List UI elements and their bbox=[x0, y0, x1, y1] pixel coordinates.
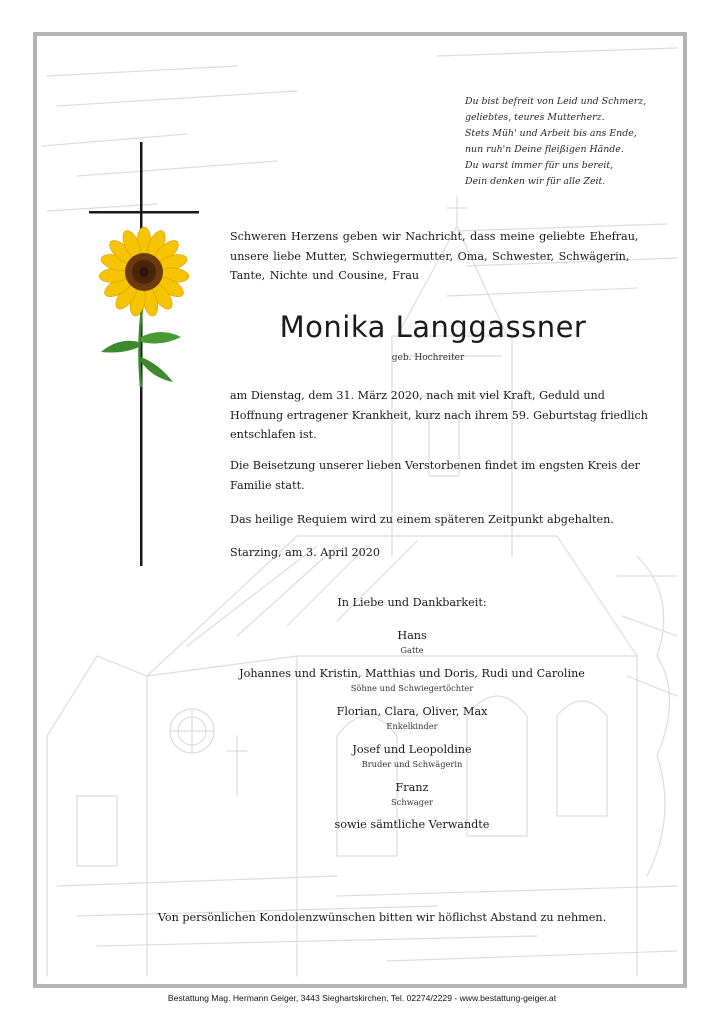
death-paragraph: am Dienstag, dem 31. März 2020, nach mit viel Kraft, Geduld und Hoffnung ertragener Krankheit, kurz nach ihrem 59. Geburtstag friedlich entschlafen ist. bbox=[230, 389, 648, 441]
cross-with-sunflower bbox=[89, 142, 209, 572]
poem-line: geliebtes, teures Mutterherz. bbox=[465, 112, 605, 123]
mourner-relation: Schwager bbox=[391, 797, 433, 807]
mourner-group bbox=[177, 704, 647, 733]
deceased-name: Monika Langgassner bbox=[279, 310, 587, 344]
closing-note: Von persönlichen Kondolenzwünschen bitten wir höflichst Abstand zu nehmen. bbox=[157, 911, 607, 924]
mourner-group bbox=[177, 628, 647, 657]
mourner-group bbox=[177, 666, 647, 695]
cross-icon bbox=[89, 142, 199, 566]
thanks-heading: In Liebe und Dankbarkeit: bbox=[337, 596, 487, 609]
poem-line: Du warst immer für uns bereit, bbox=[465, 160, 614, 171]
mourner-names: Johannes und Kristin, Matthias und Doris, Rudi und Caroline bbox=[239, 667, 585, 680]
intro-text: Schweren Herzens geben wir Nachricht, dass meine geliebte Ehefrau, unsere liebe Mutter, Schwiegermutter, Oma, Schwester, Schwägerin, Tante, Nichte und Cousine, Frau bbox=[230, 230, 639, 282]
mourner-relation: Bruder und Schwägerin bbox=[361, 759, 463, 769]
poem-line: Du bist befreit von Leid und Schmerz, bbox=[465, 96, 647, 107]
mourner-group bbox=[177, 742, 647, 771]
poem-line: Dein denken wir für alle Zeit. bbox=[465, 176, 606, 187]
mourner-names: Florian, Clara, Oliver, Max bbox=[336, 705, 488, 718]
mourner-names: Josef und Leopoldine bbox=[352, 743, 472, 756]
mourner-group bbox=[177, 780, 647, 809]
other-relatives: sowie sämtliche Verwandte bbox=[334, 818, 490, 831]
burial-paragraph: Die Beisetzung unserer lieben Verstorbenen findet im engsten Kreis der Familie statt. bbox=[230, 459, 640, 492]
mourner-relation: Enkelkinder bbox=[386, 721, 438, 731]
mourner-names: Hans bbox=[397, 629, 427, 642]
sunflower-icon bbox=[99, 227, 190, 387]
place-date: Starzing, am 3. April 2020 bbox=[230, 546, 380, 559]
funeral-home-footer: Bestattung Mag. Hermann Geiger, 3443 Sieghartskirchen, Tel. 02274/2229 - www.bestattung-geiger.at bbox=[167, 993, 557, 1003]
requiem-paragraph: Das heilige Requiem wird zu einem späteren Zeitpunkt abgehalten. bbox=[230, 513, 614, 526]
mourner-names: Franz bbox=[395, 781, 429, 794]
poem-line: nun ruh'n Deine fleißigen Hände. bbox=[465, 144, 624, 155]
poem bbox=[465, 94, 685, 190]
poem-line: Stets Müh' und Arbeit bis ans Ende, bbox=[465, 128, 637, 139]
mourner-relation: Gatte bbox=[400, 645, 424, 655]
mourner-relation: Söhne und Schwiegertöchter bbox=[350, 683, 474, 693]
notice-frame bbox=[33, 32, 687, 988]
maiden-name: geb. Hochreiter bbox=[391, 353, 465, 363]
mourners-section bbox=[177, 596, 647, 831]
